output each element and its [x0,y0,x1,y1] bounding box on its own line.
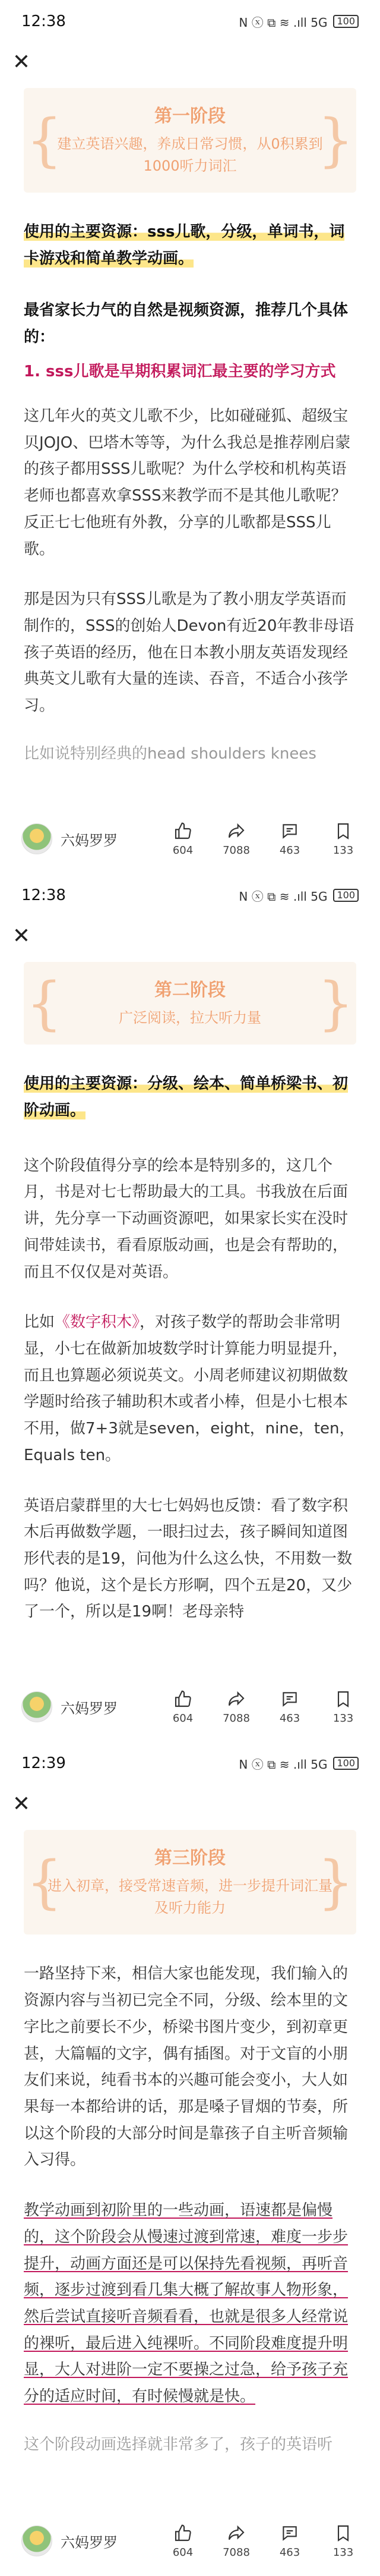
share-icon [227,2524,246,2543]
share-count: 7088 [223,844,250,857]
paragraph: 这个阶段动画选择就非常多了，孩子的英语听 [24,2435,333,2454]
comment-icon [280,2524,299,2543]
paragraph: 比如说特别经典的head shoulders knees [24,744,316,763]
paragraph [24,219,356,272]
action-bar [167,822,359,857]
favorite-count: 133 [332,2546,354,2559]
favorite-count: 133 [332,844,354,857]
share-button[interactable] [221,1690,252,1725]
stage-description: 进入初章，接受常速音频，进一步提升词汇量及听力能力 [48,1877,332,1917]
comment-icon [280,1690,299,1709]
author-name[interactable]: 六妈罗罗 [61,1700,118,1717]
resource-summary: 使用的主要资源：sss儿歌，分级，单词书，词卡游戏和简单教学动画。 [24,223,345,268]
status-time: 12:38 [21,12,66,30]
author-footer [0,804,380,874]
stage-title: 第二阶段 [154,980,226,1001]
author-info[interactable] [21,823,167,854]
close-icon[interactable]: ✕ [12,50,31,74]
article-body [0,219,380,767]
avatar[interactable] [21,1691,52,1722]
status-icons [239,887,359,904]
battery-icon: 100 [333,1757,359,1770]
top-bar [0,1785,380,1824]
paragraph: 这个阶段值得分享的绘本是特别多的，这几个月，书是对七七帮助最大的工具。书我放在后面讲，先分享一下动画资源吧，如果家长实在没时间带娃读书，看看原版动画，也是会有帮助的，而且不仅仅是对英语。 [24,1156,349,1281]
favorite-count: 133 [332,1712,354,1725]
comment-count: 463 [279,1712,300,1725]
battery-icon: 100 [333,15,359,28]
right-brace-icon: } [317,1849,354,1916]
network-icons: N ⓧ ⧉ ≋ .ıll 5G [239,889,328,904]
section-heading: 1. sss儿歌是早期积累词汇最主要的学习方式 [24,363,336,381]
left-brace-icon: { [26,970,63,1037]
share-button[interactable] [221,822,252,857]
comment-button[interactable] [274,822,305,857]
comment-button[interactable] [274,2524,305,2559]
paragraph: 一路坚持下来，相信大家也能发现，我们输入的资源内容与当初已完全不同，分级、绘本里的文字比之前要长不少，桥梁书图片变少，到初章更甚，大篇幅的文字，偶有插图。对于文盲的小朋友们来说，纯看书本的兴趣可能会变小，大人如果每一本都给讲的话，那是嗓子冒烟的节奏，所以这个阶段的大部分时间是靠孩子自主听音频输入习得。 [24,1965,349,2169]
action-bar [167,2524,359,2559]
status-icons [239,13,359,30]
action-bar [167,1690,359,1725]
like-count: 604 [172,1712,194,1725]
share-count: 7088 [223,2546,250,2559]
paragraph: 最省家长力气的自然是视频资源，推荐几个具体的： [24,301,349,346]
author-footer [0,1672,380,1742]
stage-card [24,962,356,1045]
like-button[interactable] [167,822,198,857]
stage-card [24,1830,356,1935]
comment-count: 463 [279,844,300,857]
bookmark-icon [334,1690,353,1709]
favorite-button[interactable] [328,822,359,857]
like-count: 604 [172,844,194,857]
share-count: 7088 [223,1712,250,1725]
bookmark-icon [334,822,353,841]
status-bar [0,1742,380,1785]
like-count: 604 [172,2546,194,2559]
network-icons: N ⓧ ⧉ ≋ .ıll 5G [239,1757,328,1772]
stage-description: 建立英语兴趣，养成日常习惯，从0积累到1000听力词汇 [57,136,323,175]
screenshot-1 [0,0,380,874]
paragraph: 英语启蒙群里的大七七妈妈也反馈：看了数字积木后再做数学题，一眼扫过去，孩子瞬间知道图形代表的是19，问他为什么这么快，不用数一数吗？他说，这个是长方形啊，四个五是20，又少了一个，所以是19啊！老母亲特 [24,1496,353,1621]
avatar[interactable] [21,2525,52,2556]
network-icons: N ⓧ ⧉ ≋ .ıll 5G [239,15,328,30]
status-time: 12:39 [21,1754,66,1772]
like-button[interactable] [167,2524,198,2559]
author-name[interactable]: 六妈罗罗 [61,832,118,849]
comment-button[interactable] [274,1690,305,1725]
top-bar [0,43,380,82]
status-bar [0,874,380,917]
author-footer [0,2506,380,2576]
stage-title: 第三阶段 [154,1848,226,1869]
thumbs-up-icon [173,822,192,841]
close-icon[interactable]: ✕ [12,924,31,948]
paragraph: 那是因为只有SSS儿歌是为了教小朋友学英语而制作的，SSS的创始人Devon有近20年教非母语孩子英语的经历，他在日本教小朋友英语发现经典英文儿歌有大量的连读、吞音，不适合小孩学习。 [24,590,354,715]
avatar[interactable] [21,823,52,854]
favorite-button[interactable] [328,1690,359,1725]
article-body [0,1071,380,1625]
stage-card [24,88,356,193]
status-bar [0,0,380,43]
status-icons [239,1755,359,1772]
right-brace-icon: } [317,107,354,174]
share-button[interactable] [221,2524,252,2559]
like-button[interactable] [167,1690,198,1725]
author-info[interactable] [21,2525,167,2556]
book-title: 《数字积木》 [55,1313,140,1332]
author-info[interactable] [21,1691,167,1722]
screenshot-3 [0,1742,380,2576]
author-name[interactable]: 六妈罗罗 [61,2534,118,2551]
paragraph [24,1071,356,1124]
left-brace-icon: { [26,1849,63,1916]
top-bar [0,917,380,956]
thumbs-up-icon [173,2524,192,2543]
paragraph: 教学动画到初阶里的一些动画，语速都是偏慢的，这个阶段会从慢速过渡到常速，难度一步步提升，动画方面还是可以保持先看视频，再听音频，逐步过渡到看几集大概了解故事人物形象，然后尝试直接听音频看看，也就是很多人经常说的裸听，最后进入纯裸听。不同阶段难度提升明显，大人对进阶一定不要操之过急，给予孩子充分的适应时间，有时候慢就是快。 [24,2201,349,2406]
favorite-button[interactable] [328,2524,359,2559]
close-icon[interactable]: ✕ [12,1792,31,1816]
bookmark-icon [334,2524,353,2543]
resource-summary: 使用的主要资源：分级、绘本、简单桥梁书、初阶动画。 [24,1075,349,1119]
comment-icon [280,822,299,841]
battery-icon: 100 [333,889,359,902]
thumbs-up-icon [173,1690,192,1709]
paragraph: 这几年火的英文儿歌不少，比如碰碰狐、超级宝贝JOJO、巴塔木等等，为什么我总是推荐刚启蒙的孩子都用SSS儿歌呢？为什么学校和机构英语老师也都喜欢拿SSS来教学而不是其他儿歌呢？反正七七他班有外教，分享的儿歌都是SSS儿歌。 [24,407,351,558]
screenshot-2 [0,874,380,1742]
status-time: 12:38 [21,886,66,904]
comment-count: 463 [279,2546,300,2559]
share-icon [227,822,246,841]
stage-title: 第一阶段 [154,106,226,127]
paragraph: 比如《数字积木》，对孩子数学的帮助会非常明显，小七在做新加坡数学时计算能力明显提升，而且也算题必须说英文。小周老师建议初期做数学题时给孩子辅助积木或者小棒，但是小七根本不用，做7+3就是seven，eight，nine，ten，Equals ten。 [24,1313,355,1464]
stage-description: 广泛阅读，拉大听力量 [119,1009,261,1026]
right-brace-icon: } [317,970,354,1037]
article-body [0,1961,380,2458]
left-brace-icon: { [26,107,63,174]
share-icon [227,1690,246,1709]
